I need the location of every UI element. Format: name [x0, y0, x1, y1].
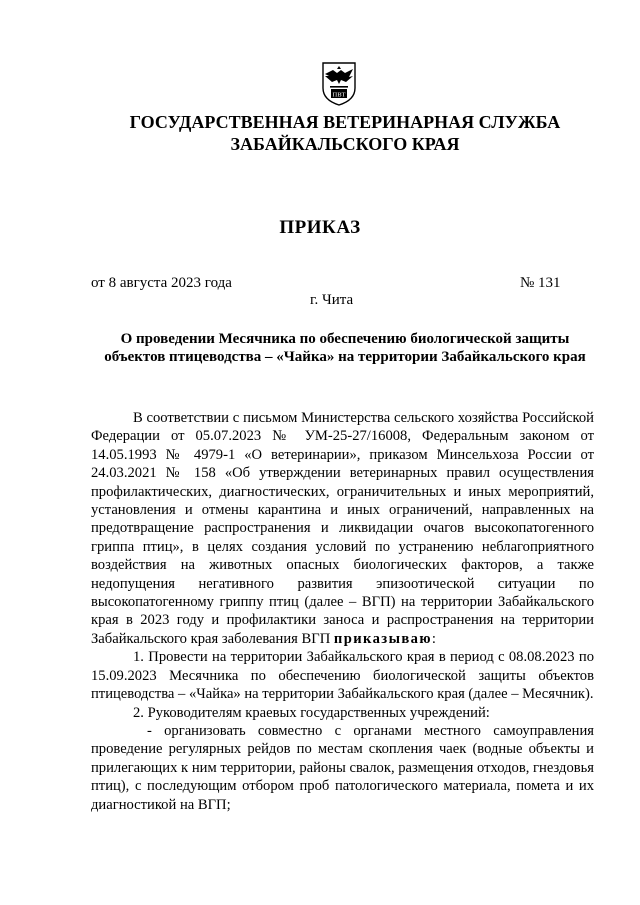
preamble-paragraph [91, 409, 594, 648]
document-city: г. Чита [310, 292, 354, 308]
document-number: № 131 [520, 275, 561, 291]
document-body [91, 409, 594, 814]
item-2-paragraph: 2. Руководителям краевых государственных учреждений: [133, 704, 490, 721]
organization-name-line2: ЗАБАЙКАЛЬСКОГО КРАЯ [230, 134, 460, 154]
subject-line1: О проведении Месячника по обеспечению биологической защиты [120, 331, 570, 347]
document-subject [100, 330, 590, 366]
decree-colon: : [431, 630, 436, 647]
subject-line2: объектов птицеводства – «Чайка» на территории Забайкальского края [104, 349, 586, 365]
organization-name-line1: ГОСУДАРСТВЕННАЯ ВЕТЕРИНАРНАЯ СЛУЖБА [129, 112, 561, 132]
emblem-motto: ПВТ [332, 91, 346, 99]
coat-of-arms-emblem [319, 60, 359, 106]
item-1-paragraph: 1. Провести на территории Забайкальского края в период с 08.08.2023 по 15.09.2023 Месячника по обеспечению биологической защиты объектов птицеводства – «Чайка» на территории Забайкальского края (далее – Месячник). [91, 649, 594, 703]
decree-word: приказываю [333, 630, 432, 647]
document-title: ПРИКАЗ [279, 217, 361, 238]
document-date: от 8 августа 2023 года [91, 275, 232, 291]
item-2-dash-paragraph: - организовать совместно с органами местного самоуправления проведение регулярных рейдов по местам скопления чаек (водные объекты и прилегающих к ним территории, районы свалок, размещения отходов, гнездовья птиц), с последующим отбором проб патологического материала, помета и их диагностикой на ВГП; [91, 722, 594, 813]
preamble-text: В соответствии с письмом Министерства сельского хозяйства Российской Федерации от 05.07.2023 № УМ-25-27/16008, Федеральным законом от 14.05.1993 № 4979-1 «О ветеринарии», приказом Минсельхоза России от 24.03.2021 № 158 «Об утверждении ветеринарных правил осуществления профилактических, диагностических, ограничительных и иных мероприятий, установления и отмены карантина и иных ограничений, направленных на предотвращение распространения и ликвидации очагов высокопатогенного гриппа птиц», в целях создания условий по устранению неблагоприятного воздействия на животных опасных биологических факторов, а также недопущения негативного развития эпизоотической ситуации по высокопатогенному гриппу птиц (далее – ВГП) на территории Забайкальского края в 2023 году и профилактики заноса и распространения на территории Забайкальского края заболевания ВГП [91, 410, 594, 647]
